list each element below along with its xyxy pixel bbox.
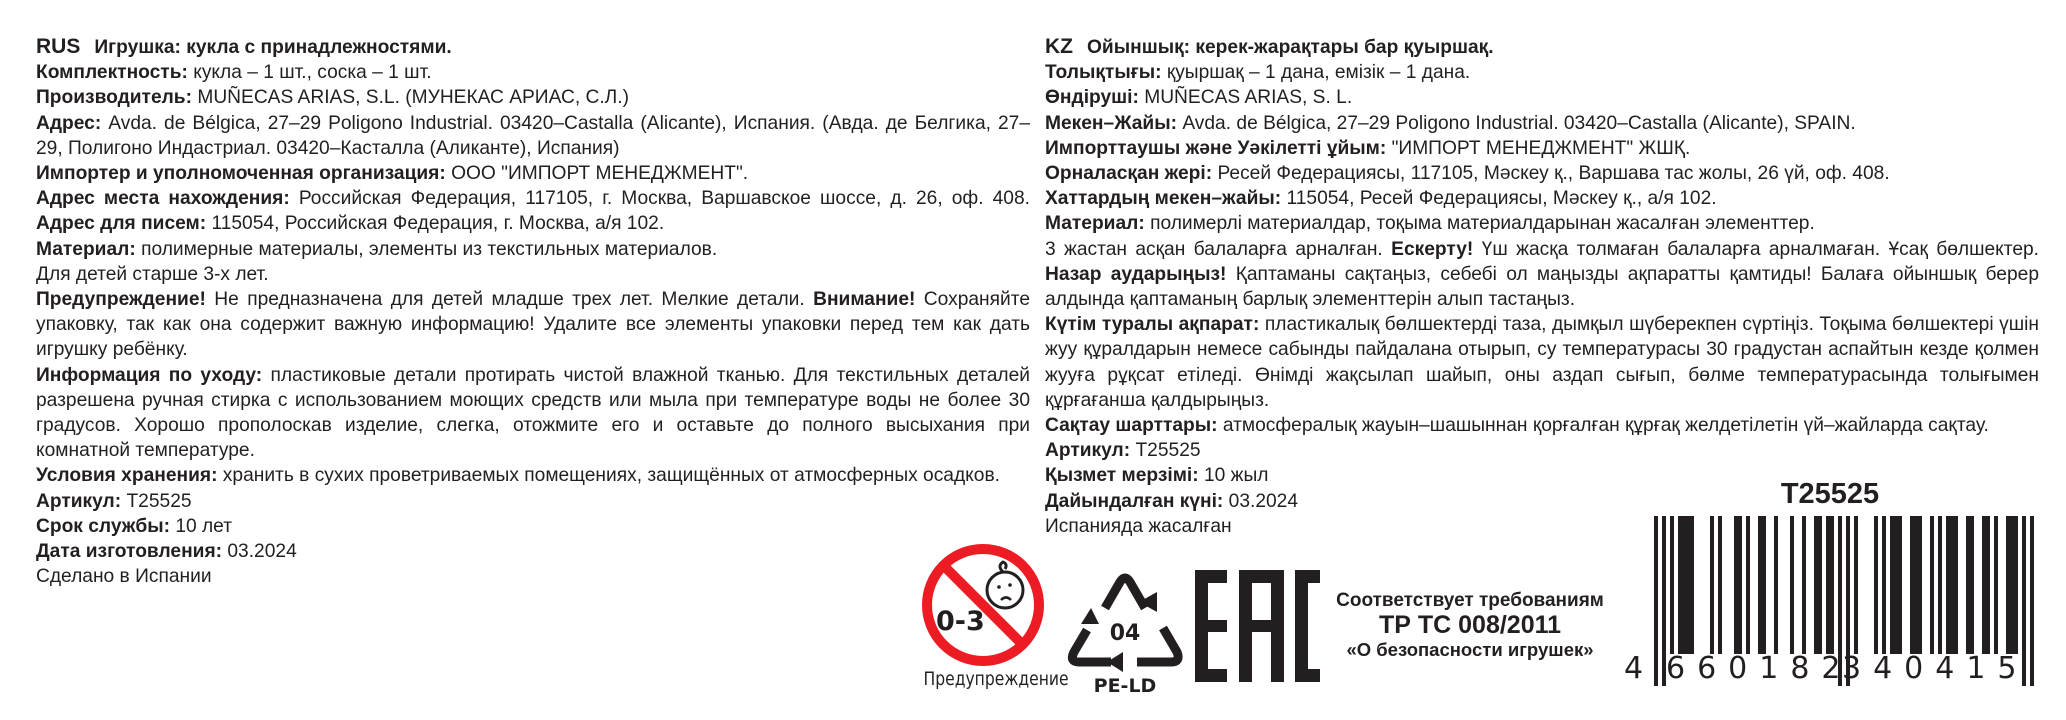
kz-importer: Импорттаушы және Уәкілетті ұйым: "ИМПОРТ МЕНЕДЖМЕНТ" ЖШҚ. (1045, 137, 1691, 159)
rus-care: Информация по уходу: пластиковые детали протирать чистой влажной тканью. Для текстильных деталей разрешена ручная стирка с использованием моющих средств или мыла при температуре воды не более 30 градусов. Хорошо прополоскав изделие, слегка, отожмите его и оставьте до полного высыхания при комнатной температуре. (36, 364, 1030, 462)
barcode-bar (1910, 516, 1922, 654)
rus-manufacture-date: Дата изготовления: 03.2024 (36, 541, 297, 563)
barcode-bar (1718, 516, 1722, 654)
barcode-right-digits: 340415 (1842, 651, 2029, 686)
barcode-first-digit: 4 (1624, 651, 1644, 686)
rus-manufacturer: Производитель: MUÑECAS ARIAS, S.L. (МУНЕКАС АРИАС, С.Л.) (36, 87, 629, 109)
barcode-bar (1654, 516, 1658, 686)
rus-section (36, 34, 1030, 589)
kz-address: Мекен–Жайы: Avda. de Bélgica, 27–29 Poligono Industrial. 03420–Castalla (Alicante), SPAIN. (1045, 112, 1856, 134)
barcode-bar (1930, 516, 1934, 654)
barcode-bar (1758, 516, 1766, 654)
barcode (1624, 478, 2050, 720)
kz-location: Орналасқан жері: Ресей Федерациясы, 117105, Мәскеу қ., Варшава тас жолы, 26 үй, оф. 408. (1045, 163, 1890, 185)
rus-importer: Импортер и уполномоченная организация: ООО "ИМПОРТ МЕНЕДЖМЕНТ". (36, 163, 749, 185)
kz-origin: Испанияда жасалған (1045, 515, 1232, 537)
barcode-bar (1774, 516, 1778, 654)
kz-completeness: Толықтығы: қуыршақ – 1 дана, емізік – 1 дана. (1045, 62, 1471, 84)
barcode-bar (1946, 516, 1958, 654)
barcode-bar (1814, 516, 1822, 654)
cert-regulation: ТР ТС 008/2011 (1378, 611, 1562, 639)
rus-location: Адрес места нахождения: Российская Федерация, 117105, г. Москва, Варшавское шоссе, д. 26, оф. 408. Адрес для писем: 115054, Российская Федерация, г. Москва, а/я 102. (36, 188, 1030, 235)
age-warning-caption: Предупреждение (923, 668, 1069, 690)
kz-warning: 3 жастан асқан балаларға арналған. Ескерту! Үш жасқа толмаған балаларға арналмаған. Ұсақ бөлшектер. Назар аударыңыз! Қаптаманы сақтаңыз, себебі ол маңызды ақпаратты қамтиды! Балаға ойыншық берер алдында қаптаманың барлық элементтерін алып тастаңыз. (1045, 238, 2039, 311)
barcode-bar (1826, 516, 1834, 654)
barcode-bar (1670, 516, 1674, 654)
age-warning-icon (910, 540, 1069, 690)
cert-line-3: «О безопасности игрушек» (1346, 639, 1594, 660)
barcode-bar (1746, 516, 1750, 654)
kz-service-life: Қызмет мерзімі: 10 жыл (1045, 465, 1269, 487)
kz-title: Ойыншық: керек-жарақтары бар қуыршақ. (1087, 37, 1494, 58)
eac-mark-icon (1195, 570, 1320, 682)
kz-article: Артикул: T25525 (1045, 440, 1201, 462)
rus-origin: Сделано в Испании (36, 566, 212, 588)
rus-service-life: Срок службы: 10 лет (36, 515, 233, 537)
rus-age: Для детей старше 3-х лет. (36, 263, 269, 285)
barcode-article: T25525 (1780, 478, 1880, 510)
barcode-bar (1994, 516, 1998, 654)
barcode-bar (1734, 516, 1742, 654)
rus-title-line (36, 34, 1030, 60)
rus-title: Игрушка: кукла с принадлежностями. (94, 37, 452, 58)
barcode-bar (1802, 516, 1806, 654)
rus-material: Материал: полимерные материалы, элементы из текстильных материалов. (36, 238, 718, 260)
kz-section (1045, 34, 2039, 539)
barcode-left-digits: 660182 (1666, 651, 1853, 686)
barcode-bar (1874, 516, 1878, 654)
cert-line-1: Соответствует требованиям (1336, 590, 1604, 611)
kz-lang-tag: KZ (1045, 35, 1073, 58)
rus-address: Адрес: Avda. de Bélgica, 27–29 Poligono Industrial. 03420–Castalla (Alicante), Испания. (Авда. де Белгика, 27–29, Полигоно Индастриал. 03420–Касталла (Аликанте), Испания) (36, 112, 1030, 159)
barcode-bar (1938, 516, 1942, 654)
barcode-bar (1890, 516, 1902, 654)
barcode-bar (1710, 516, 1714, 654)
rus-lang-tag: RUS (36, 35, 81, 58)
barcode-bar (1882, 516, 1886, 654)
kz-care: Күтім туралы ақпарат: пластикалық бөлшектерді таза, дымқыл шүберекпен сүртіңіз. Тоқыма бөлшектері үшін жуу құралдарын немесе сабынды пайдалана отырып, су температурасы 30 градустан аспайтын кезде қолмен жууға рұқсат етіледі. Өнімді жақсылап шайып, оны аздап сығып, бөлме температурасында толығымен құрғағанша қалдырыңыз. (1045, 314, 2039, 411)
kz-storage: Сақтау шарттары: атмосфералық жауын–шашыннан қорғалған құрғақ желдетілетін үй–жайларда сақтау. (1045, 415, 1989, 437)
barcode-bar (1854, 516, 1858, 654)
rus-completeness: Комплектность: кукла – 1 шт., соска – 1 шт. (36, 62, 432, 84)
barcode-bar (2006, 516, 2018, 654)
barcode-bar (2030, 516, 2034, 686)
kz-title-line (1045, 34, 2039, 60)
svg-text:0-3: 0-3 (936, 606, 985, 637)
kz-manufacturer: Өндіруші: MUÑECAS ARIAS, S. L. (1045, 87, 1353, 109)
barcode-bar (1790, 516, 1794, 654)
svg-text:04: 04 (1109, 621, 1141, 646)
svg-text:PE-LD: PE-LD (1093, 675, 1157, 697)
barcode-bar (1966, 516, 1974, 654)
rus-warning: Предупреждение! Не предназначена для детей младше трех лет. Мелкие детали. Внимание! Сохраняйте упаковку, так как она содержит важную информацию! Удалите все элементы упаковки перед тем как дать игрушку ребёнку. (36, 289, 1030, 361)
rus-article: Артикул: T25525 (36, 490, 192, 512)
certification-text (1320, 590, 1620, 662)
kz-mail: Хаттардың мекен–жайы: 115054, Ресей Федерациясы, Мәскеу қ., а/я 102. (1045, 188, 1717, 210)
barcode-bar (1678, 516, 1694, 654)
rus-storage: Условия хранения: хранить в сухих проветриваемых помещениях, защищённых от атмосферных осадков. (36, 465, 1000, 487)
barcode-bar (1982, 516, 1990, 654)
kz-manufacture-date: Дайындалған күні: 03.2024 (1045, 490, 1299, 512)
recycle-icon (1065, 568, 1185, 698)
kz-material: Материал: полимерлі материалдар, тоқыма материалдарынан жасалған элементтер. (1045, 213, 1815, 235)
